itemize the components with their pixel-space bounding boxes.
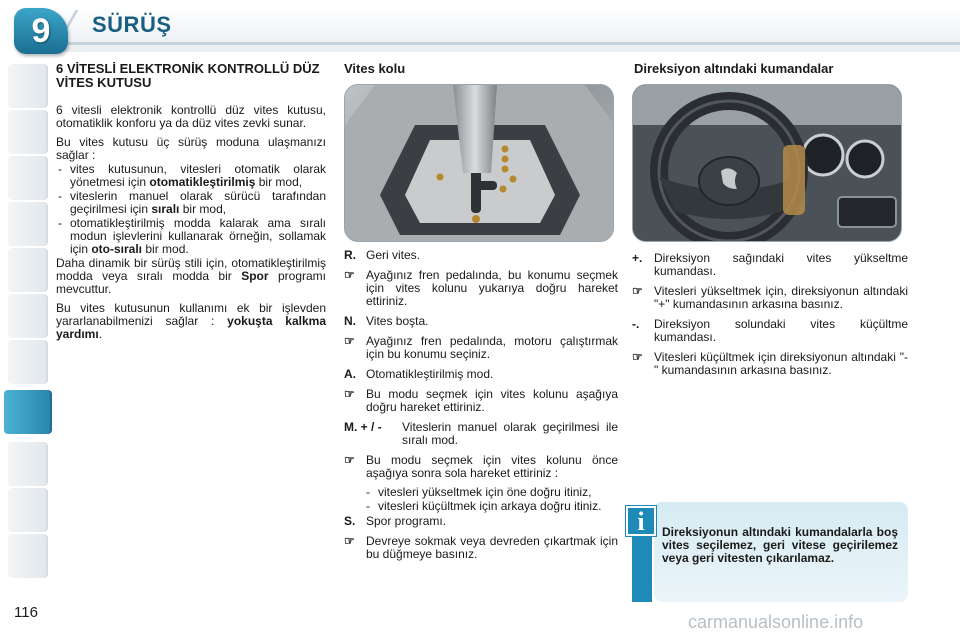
gear-lever-photo (344, 84, 614, 242)
gear-m-sub-item: - vitesleri küçültmek için arkaya doğru itiniz. (366, 499, 602, 513)
chapter-tab[interactable] (8, 156, 48, 200)
gear-item-a-instruction: ☞ Bu modu seçmek için vites kolunu aşağıya doğru hareket ettiriniz. (344, 387, 618, 414)
mode-item: - viteslerin manuel olarak sürücü tarafından geçirilmesi için sıralı bir mod, (58, 189, 326, 216)
modes-intro: Bu vites kutusu üç sürüş moduna ulaşmanızı sağlar : (56, 135, 326, 162)
chapter-tab[interactable] (8, 248, 48, 292)
steering-item-plus-instruction: ☞ Vitesleri yükseltmek için, direksiyonun altındaki "+" kumandasının arkasına basınız. (632, 284, 908, 311)
header-divider (60, 42, 960, 45)
column-steering-controls (632, 62, 908, 377)
gear-item-a: A. Otomatikleştirilmiş mod. (344, 367, 494, 381)
chapter-title: SÜRÜŞ (92, 12, 172, 37)
chapter-tab[interactable] (8, 442, 48, 486)
info-text: Direksiyonun altındaki kumandalarla boş vites seçilemez, geri vitese geçirilemez veya geri vitesten çıkarılamaz. (662, 525, 898, 565)
steering-wheel-photo (632, 84, 902, 242)
gear-item-n: N. Vites boşta. (344, 314, 429, 328)
steering-wheel-illustration (633, 85, 902, 242)
intro-paragraph: 6 vitesli elektronik kontrollü düz vites kutusu, otomatiklik konforu ya da düz vites zevki sunar. (56, 103, 326, 130)
chapter-tabs (0, 60, 52, 580)
pointer-icon: ☞ (344, 268, 355, 282)
page-number: 116 (14, 604, 38, 621)
header-bar (60, 6, 960, 52)
chapter-tab[interactable] (8, 202, 48, 246)
chapter-badge (14, 8, 68, 54)
gear-item-n-instruction: ☞ Ayağınız fren pedalında, motoru çalıştırmak için bu konumu seçiniz. (344, 334, 618, 361)
pointer-icon: ☞ (344, 534, 355, 548)
pointer-icon: ☞ (632, 350, 643, 364)
pointer-icon: ☞ (344, 334, 355, 348)
chapter-tab[interactable] (8, 534, 48, 578)
info-icon: i (626, 506, 656, 536)
pointer-icon: ☞ (344, 387, 355, 401)
gear-positions-list (344, 249, 618, 561)
gear-item-s: S. Spor programı. (344, 514, 447, 528)
column-gearbox-intro (56, 62, 326, 341)
info-bar (632, 536, 652, 602)
gear-item-m: M. + / - Viteslerin manuel olarak geçirilmesi ile sıralı mod. (344, 420, 618, 447)
steering-item-plus: +. Direksiyon sağındaki vites yükseltme kumandası. (632, 251, 908, 278)
chapter-tab[interactable] (8, 110, 48, 154)
chapter-number: 9 (31, 12, 51, 50)
steering-item-minus-instruction: ☞ Vitesleri küçültmek için direksiyonun altındaki "-" kumandasının arkasına basınız. (632, 350, 908, 377)
column-gear-lever (344, 62, 618, 561)
steering-item-minus: -. Direksiyon solundaki vites küçültme kumandası. (632, 317, 908, 344)
gear-item-m-instruction: ☞ Bu modu seçmek için vites kolunu önce aşağıya sonra sola hareket ettiriniz : (344, 453, 618, 480)
pointer-icon: ☞ (632, 284, 643, 298)
hill-assist-paragraph: Bu vites kutusunun kullanımı ek bir işlevden yararlanabilmenizi sağlar : yokuşta kalkma yardımı. (56, 301, 326, 341)
section-title-gear-lever: Vites kolu (344, 61, 406, 76)
chapter-tab[interactable] (8, 294, 48, 338)
mode-item: - vites kutusunun, vitesleri otomatik olarak yönetmesi için otomatikleştirilmiş bir mod, (58, 162, 326, 189)
page-header (0, 0, 960, 52)
chapter-tab[interactable] (8, 488, 48, 532)
gear-m-sub-item: - vitesleri yükseltmek için öne doğru itiniz, (366, 485, 592, 499)
section-title-steering: Direksiyon altındaki kumandalar (634, 61, 834, 76)
gear-lever-illustration (345, 85, 614, 242)
mode-item: - otomatikleştirilmiş modda kalarak ama sıralı modun işlevlerini kullanarak örneğin, sollamak için oto-sıralı bir mod. (58, 216, 326, 256)
gear-item-r-instruction: ☞ Ayağınız fren pedalında, bu konumu seçmek için vites kolunu yukarıya doğru hareket ettiriniz. (344, 268, 618, 308)
gear-item-r: R. Geri vites. (344, 248, 421, 262)
steering-controls-list (632, 252, 908, 377)
sport-paragraph: Daha dinamik bir sürüş stili için, otomatikleştirilmiş modda veya sıralı modda bir Spor programı mevcuttur. (56, 256, 326, 296)
chapter-tab[interactable] (8, 64, 48, 108)
pointer-icon: ☞ (344, 453, 355, 467)
chapter-tab[interactable] (8, 340, 48, 384)
modes-list (56, 163, 326, 256)
gear-item-s-instruction: ☞ Devreye sokmak veya devreden çıkartmak için bu düğmeye basınız. (344, 534, 618, 561)
chapter-tab-active[interactable] (4, 390, 52, 434)
section-title-gearbox: 6 VİTESLİ ELEKTRONİK KONTROLLÜ DÜZ VİTES KUTUSU (56, 61, 320, 90)
watermark: carmanualsonline.info (688, 612, 864, 632)
